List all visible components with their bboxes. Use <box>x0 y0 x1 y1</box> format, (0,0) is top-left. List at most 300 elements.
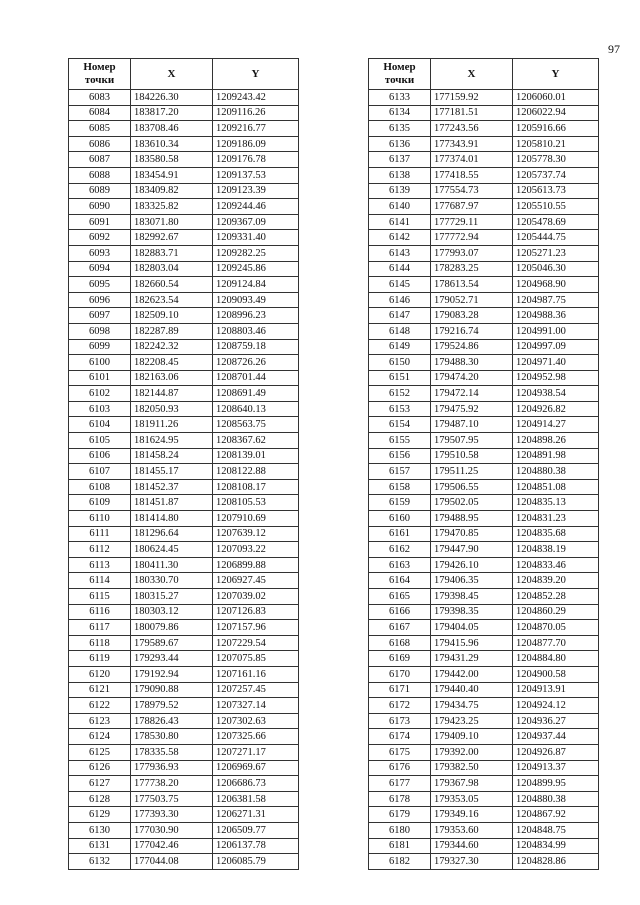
x-cell: 179192.94 <box>131 666 213 682</box>
y-cell: 1204828.86 <box>513 854 599 870</box>
y-cell: 1207639.12 <box>213 526 299 542</box>
y-cell: 1205916.66 <box>513 121 599 137</box>
point-number-cell: 6156 <box>369 448 431 464</box>
y-cell: 1205778.30 <box>513 152 599 168</box>
table-row <box>69 760 299 776</box>
table-row <box>369 448 599 464</box>
table-row <box>369 308 599 324</box>
x-cell: 182287.89 <box>131 323 213 339</box>
table-row <box>369 355 599 371</box>
y-cell: 1209116.26 <box>213 105 299 121</box>
y-cell: 1204971.40 <box>513 355 599 371</box>
page-number: 97 <box>608 42 620 56</box>
point-number-cell: 6181 <box>369 838 431 854</box>
y-cell: 1204831.23 <box>513 511 599 527</box>
point-number-cell: 6129 <box>69 807 131 823</box>
point-number-cell: 6116 <box>69 604 131 620</box>
table-row <box>69 277 299 293</box>
table-row <box>69 635 299 651</box>
x-cell: 177159.92 <box>431 90 513 106</box>
point-number-cell: 6109 <box>69 495 131 511</box>
table-row <box>69 557 299 573</box>
point-number-cell: 6153 <box>369 401 431 417</box>
table-row <box>369 479 599 495</box>
point-number-cell: 6175 <box>369 744 431 760</box>
table-header-row <box>69 59 299 90</box>
x-cell: 179353.60 <box>431 822 513 838</box>
point-number-cell: 6093 <box>69 245 131 261</box>
y-cell: 1204835.68 <box>513 526 599 542</box>
y-cell: 1208996.23 <box>213 308 299 324</box>
y-cell: 1204988.36 <box>513 308 599 324</box>
x-cell: 179052.71 <box>431 292 513 308</box>
y-cell: 1208122.88 <box>213 464 299 480</box>
x-cell: 179472.14 <box>431 386 513 402</box>
x-cell: 180330.70 <box>131 573 213 589</box>
y-cell: 1206271.31 <box>213 807 299 823</box>
point-number-cell: 6096 <box>69 292 131 308</box>
point-number-cell: 6098 <box>69 323 131 339</box>
table-row <box>69 199 299 215</box>
table-row <box>369 90 599 106</box>
x-cell: 183610.34 <box>131 136 213 152</box>
point-number-cell: 6136 <box>369 136 431 152</box>
y-cell: 1209186.09 <box>213 136 299 152</box>
point-number-cell: 6107 <box>69 464 131 480</box>
x-cell: 179423.25 <box>431 713 513 729</box>
point-number-cell: 6117 <box>69 620 131 636</box>
point-number-cell: 6180 <box>369 822 431 838</box>
y-cell: 1204877.70 <box>513 635 599 651</box>
point-number-cell: 6085 <box>69 121 131 137</box>
y-cell: 1207229.54 <box>213 635 299 651</box>
table-row <box>369 417 599 433</box>
y-cell: 1209137.53 <box>213 167 299 183</box>
table-row <box>369 339 599 355</box>
table-row <box>369 791 599 807</box>
x-cell: 180411.30 <box>131 557 213 573</box>
point-number-cell: 6144 <box>369 261 431 277</box>
point-number-cell: 6102 <box>69 386 131 402</box>
y-cell: 1204968.90 <box>513 277 599 293</box>
point-number-cell: 6170 <box>369 666 431 682</box>
table-row <box>69 542 299 558</box>
x-cell: 183580.58 <box>131 152 213 168</box>
x-cell: 177687.97 <box>431 199 513 215</box>
table-row <box>369 589 599 605</box>
y-cell: 1204870.05 <box>513 620 599 636</box>
point-number-cell: 6177 <box>369 776 431 792</box>
point-number-cell: 6154 <box>369 417 431 433</box>
point-number-cell: 6148 <box>369 323 431 339</box>
x-cell: 177243.56 <box>431 121 513 137</box>
y-cell: 1204891.98 <box>513 448 599 464</box>
table-row <box>69 573 299 589</box>
x-cell: 179409.10 <box>431 729 513 745</box>
x-cell: 182803.04 <box>131 261 213 277</box>
point-number-cell: 6090 <box>69 199 131 215</box>
point-number-cell: 6165 <box>369 589 431 605</box>
y-cell: 1204997.09 <box>513 339 599 355</box>
table-row <box>369 651 599 667</box>
table-row <box>369 401 599 417</box>
table-row <box>69 417 299 433</box>
table-row <box>369 604 599 620</box>
point-number-cell: 6143 <box>369 245 431 261</box>
y-cell: 1204914.27 <box>513 417 599 433</box>
y-cell: 1204898.26 <box>513 433 599 449</box>
table-row <box>369 635 599 651</box>
table-row <box>69 152 299 168</box>
point-number-cell: 6083 <box>69 90 131 106</box>
table-row <box>69 261 299 277</box>
table-row <box>369 854 599 870</box>
point-number-cell: 6169 <box>369 651 431 667</box>
y-cell: 1204926.87 <box>513 744 599 760</box>
header-x: X <box>431 59 513 90</box>
point-number-cell: 6087 <box>69 152 131 168</box>
y-cell: 1205510.55 <box>513 199 599 215</box>
x-cell: 181452.37 <box>131 479 213 495</box>
table-row <box>369 152 599 168</box>
x-cell: 179524.86 <box>431 339 513 355</box>
point-number-cell: 6105 <box>69 433 131 449</box>
table-row <box>69 167 299 183</box>
point-number-cell: 6108 <box>69 479 131 495</box>
point-number-cell: 6099 <box>69 339 131 355</box>
x-cell: 179406.35 <box>431 573 513 589</box>
x-cell: 177554.73 <box>431 183 513 199</box>
point-number-cell: 6127 <box>69 776 131 792</box>
table-row <box>69 230 299 246</box>
y-cell: 1205046.30 <box>513 261 599 277</box>
table-row <box>369 511 599 527</box>
point-number-cell: 6159 <box>369 495 431 511</box>
point-number-cell: 6097 <box>69 308 131 324</box>
table-row <box>369 822 599 838</box>
point-number-cell: 6092 <box>69 230 131 246</box>
header-point-number: Номер точки <box>69 59 131 90</box>
table-row <box>369 167 599 183</box>
y-cell: 1204834.99 <box>513 838 599 854</box>
point-number-cell: 6122 <box>69 698 131 714</box>
y-cell: 1204880.38 <box>513 791 599 807</box>
table-row <box>69 479 299 495</box>
point-number-cell: 6172 <box>369 698 431 714</box>
x-cell: 179090.88 <box>131 682 213 698</box>
y-cell: 1204899.95 <box>513 776 599 792</box>
x-cell: 179589.67 <box>131 635 213 651</box>
x-cell: 179506.55 <box>431 479 513 495</box>
x-cell: 182992.67 <box>131 230 213 246</box>
x-cell: 179488.95 <box>431 511 513 527</box>
y-cell: 1206022.94 <box>513 105 599 121</box>
point-number-cell: 6142 <box>369 230 431 246</box>
x-cell: 177042.46 <box>131 838 213 854</box>
y-cell: 1207257.45 <box>213 682 299 698</box>
y-cell: 1204938.54 <box>513 386 599 402</box>
table-row <box>369 495 599 511</box>
x-cell: 179344.60 <box>431 838 513 854</box>
x-cell: 177030.90 <box>131 822 213 838</box>
point-number-cell: 6114 <box>69 573 131 589</box>
y-cell: 1207161.16 <box>213 666 299 682</box>
x-cell: 177044.08 <box>131 854 213 870</box>
y-cell: 1208105.53 <box>213 495 299 511</box>
table-header-row <box>369 59 599 90</box>
y-cell: 1204913.91 <box>513 682 599 698</box>
x-cell: 179353.05 <box>431 791 513 807</box>
y-cell: 1206969.67 <box>213 760 299 776</box>
x-cell: 177503.75 <box>131 791 213 807</box>
table-row <box>369 698 599 714</box>
x-cell: 177418.55 <box>431 167 513 183</box>
coordinates-table-left <box>68 58 299 870</box>
table-row <box>369 682 599 698</box>
table-row <box>369 464 599 480</box>
y-cell: 1209282.25 <box>213 245 299 261</box>
y-cell: 1206509.77 <box>213 822 299 838</box>
point-number-cell: 6147 <box>369 308 431 324</box>
point-number-cell: 6182 <box>369 854 431 870</box>
x-cell: 183454.91 <box>131 167 213 183</box>
table-row <box>369 713 599 729</box>
table-row <box>369 214 599 230</box>
y-cell: 1204924.12 <box>513 698 599 714</box>
x-cell: 180315.27 <box>131 589 213 605</box>
header-point-number: Номер точки <box>369 59 431 90</box>
point-number-cell: 6119 <box>69 651 131 667</box>
point-number-cell: 6155 <box>369 433 431 449</box>
table-row <box>69 495 299 511</box>
y-cell: 1209331.40 <box>213 230 299 246</box>
table-row <box>369 136 599 152</box>
x-cell: 179392.00 <box>431 744 513 760</box>
point-number-cell: 6131 <box>69 838 131 854</box>
point-number-cell: 6123 <box>69 713 131 729</box>
table-row <box>69 744 299 760</box>
x-cell: 179511.25 <box>431 464 513 480</box>
y-cell: 1204867.92 <box>513 807 599 823</box>
x-cell: 179349.16 <box>431 807 513 823</box>
point-number-cell: 6100 <box>69 355 131 371</box>
point-number-cell: 6132 <box>69 854 131 870</box>
table-row <box>69 386 299 402</box>
y-cell: 1204833.46 <box>513 557 599 573</box>
table-row <box>369 776 599 792</box>
y-cell: 1206686.73 <box>213 776 299 792</box>
y-cell: 1205444.75 <box>513 230 599 246</box>
table-row <box>369 386 599 402</box>
x-cell: 181455.17 <box>131 464 213 480</box>
y-cell: 1207075.85 <box>213 651 299 667</box>
table-row <box>369 230 599 246</box>
point-number-cell: 6137 <box>369 152 431 168</box>
coordinates-table-right <box>368 58 599 870</box>
x-cell: 177738.20 <box>131 776 213 792</box>
point-number-cell: 6113 <box>69 557 131 573</box>
x-cell: 177993.07 <box>431 245 513 261</box>
table-row <box>369 760 599 776</box>
point-number-cell: 6139 <box>369 183 431 199</box>
table-row <box>69 323 299 339</box>
table-row <box>369 573 599 589</box>
point-number-cell: 6167 <box>369 620 431 636</box>
y-cell: 1209176.78 <box>213 152 299 168</box>
y-cell: 1208701.44 <box>213 370 299 386</box>
y-cell: 1207325.66 <box>213 729 299 745</box>
x-cell: 177729.11 <box>431 214 513 230</box>
x-cell: 179510.58 <box>431 448 513 464</box>
y-cell: 1207157.96 <box>213 620 299 636</box>
x-cell: 178979.52 <box>131 698 213 714</box>
x-cell: 182883.71 <box>131 245 213 261</box>
y-cell: 1204913.37 <box>513 760 599 776</box>
point-number-cell: 6163 <box>369 557 431 573</box>
x-cell: 182208.45 <box>131 355 213 371</box>
y-cell: 1208563.75 <box>213 417 299 433</box>
x-cell: 179367.98 <box>431 776 513 792</box>
y-cell: 1207271.17 <box>213 744 299 760</box>
point-number-cell: 6101 <box>69 370 131 386</box>
table-row <box>69 682 299 698</box>
point-number-cell: 6124 <box>69 729 131 745</box>
y-cell: 1208367.62 <box>213 433 299 449</box>
point-number-cell: 6146 <box>369 292 431 308</box>
table-row <box>69 433 299 449</box>
point-number-cell: 6106 <box>69 448 131 464</box>
x-cell: 181451.87 <box>131 495 213 511</box>
header-y: Y <box>513 59 599 90</box>
point-number-cell: 6103 <box>69 401 131 417</box>
table-row <box>69 822 299 838</box>
table-row <box>369 105 599 121</box>
point-number-cell: 6168 <box>369 635 431 651</box>
x-cell: 177374.01 <box>431 152 513 168</box>
x-cell: 179440.40 <box>431 682 513 698</box>
y-cell: 1207039.02 <box>213 589 299 605</box>
y-cell: 1209216.77 <box>213 121 299 137</box>
table-row <box>69 713 299 729</box>
y-cell: 1204900.58 <box>513 666 599 682</box>
y-cell: 1205613.73 <box>513 183 599 199</box>
y-cell: 1209243.42 <box>213 90 299 106</box>
x-cell: 181911.26 <box>131 417 213 433</box>
point-number-cell: 6171 <box>369 682 431 698</box>
y-cell: 1208691.49 <box>213 386 299 402</box>
x-cell: 179442.00 <box>431 666 513 682</box>
table-row <box>69 838 299 854</box>
table-row <box>369 261 599 277</box>
table-row <box>369 542 599 558</box>
x-cell: 179398.35 <box>431 604 513 620</box>
x-cell: 179382.50 <box>431 760 513 776</box>
point-number-cell: 6130 <box>69 822 131 838</box>
point-number-cell: 6149 <box>369 339 431 355</box>
point-number-cell: 6089 <box>69 183 131 199</box>
x-cell: 180079.86 <box>131 620 213 636</box>
x-cell: 179415.96 <box>431 635 513 651</box>
y-cell: 1206381.58 <box>213 791 299 807</box>
table-row <box>69 791 299 807</box>
y-cell: 1206060.01 <box>513 90 599 106</box>
point-number-cell: 6111 <box>69 526 131 542</box>
y-cell: 1208803.46 <box>213 323 299 339</box>
x-cell: 177936.93 <box>131 760 213 776</box>
y-cell: 1204880.38 <box>513 464 599 480</box>
table-row <box>369 838 599 854</box>
header-y: Y <box>213 59 299 90</box>
x-cell: 179488.30 <box>431 355 513 371</box>
y-cell: 1204936.27 <box>513 713 599 729</box>
y-cell: 1207093.22 <box>213 542 299 558</box>
y-cell: 1204838.19 <box>513 542 599 558</box>
table-row <box>69 401 299 417</box>
y-cell: 1208108.17 <box>213 479 299 495</box>
y-cell: 1204991.00 <box>513 323 599 339</box>
x-cell: 182050.93 <box>131 401 213 417</box>
y-cell: 1204852.28 <box>513 589 599 605</box>
x-cell: 182242.32 <box>131 339 213 355</box>
x-cell: 182144.87 <box>131 386 213 402</box>
table-row <box>369 245 599 261</box>
table-row <box>369 666 599 682</box>
x-cell: 179431.29 <box>431 651 513 667</box>
y-cell: 1204851.08 <box>513 479 599 495</box>
y-cell: 1204937.44 <box>513 729 599 745</box>
point-number-cell: 6095 <box>69 277 131 293</box>
table-row <box>369 292 599 308</box>
table-row <box>369 433 599 449</box>
y-cell: 1205810.21 <box>513 136 599 152</box>
table-row <box>69 807 299 823</box>
x-cell: 179487.10 <box>431 417 513 433</box>
point-number-cell: 6164 <box>369 573 431 589</box>
table-row <box>69 339 299 355</box>
point-number-cell: 6141 <box>369 214 431 230</box>
table-row <box>369 277 599 293</box>
point-number-cell: 6157 <box>369 464 431 480</box>
x-cell: 182660.54 <box>131 277 213 293</box>
y-cell: 1208759.18 <box>213 339 299 355</box>
point-number-cell: 6140 <box>369 199 431 215</box>
y-cell: 1207910.69 <box>213 511 299 527</box>
x-cell: 178335.58 <box>131 744 213 760</box>
x-cell: 182623.54 <box>131 292 213 308</box>
y-cell: 1207126.83 <box>213 604 299 620</box>
table-row <box>69 589 299 605</box>
y-cell: 1209244.46 <box>213 199 299 215</box>
point-number-cell: 6166 <box>369 604 431 620</box>
point-number-cell: 6094 <box>69 261 131 277</box>
y-cell: 1204860.29 <box>513 604 599 620</box>
x-cell: 183409.82 <box>131 183 213 199</box>
y-cell: 1204839.20 <box>513 573 599 589</box>
point-number-cell: 6138 <box>369 167 431 183</box>
point-number-cell: 6176 <box>369 760 431 776</box>
table-row <box>69 511 299 527</box>
table-row <box>69 448 299 464</box>
table-row <box>69 308 299 324</box>
table-row <box>69 136 299 152</box>
x-cell: 183708.46 <box>131 121 213 137</box>
table-row <box>69 370 299 386</box>
x-cell: 180624.45 <box>131 542 213 558</box>
table-row <box>369 121 599 137</box>
x-cell: 177343.91 <box>431 136 513 152</box>
point-number-cell: 6178 <box>369 791 431 807</box>
x-cell: 183325.82 <box>131 199 213 215</box>
